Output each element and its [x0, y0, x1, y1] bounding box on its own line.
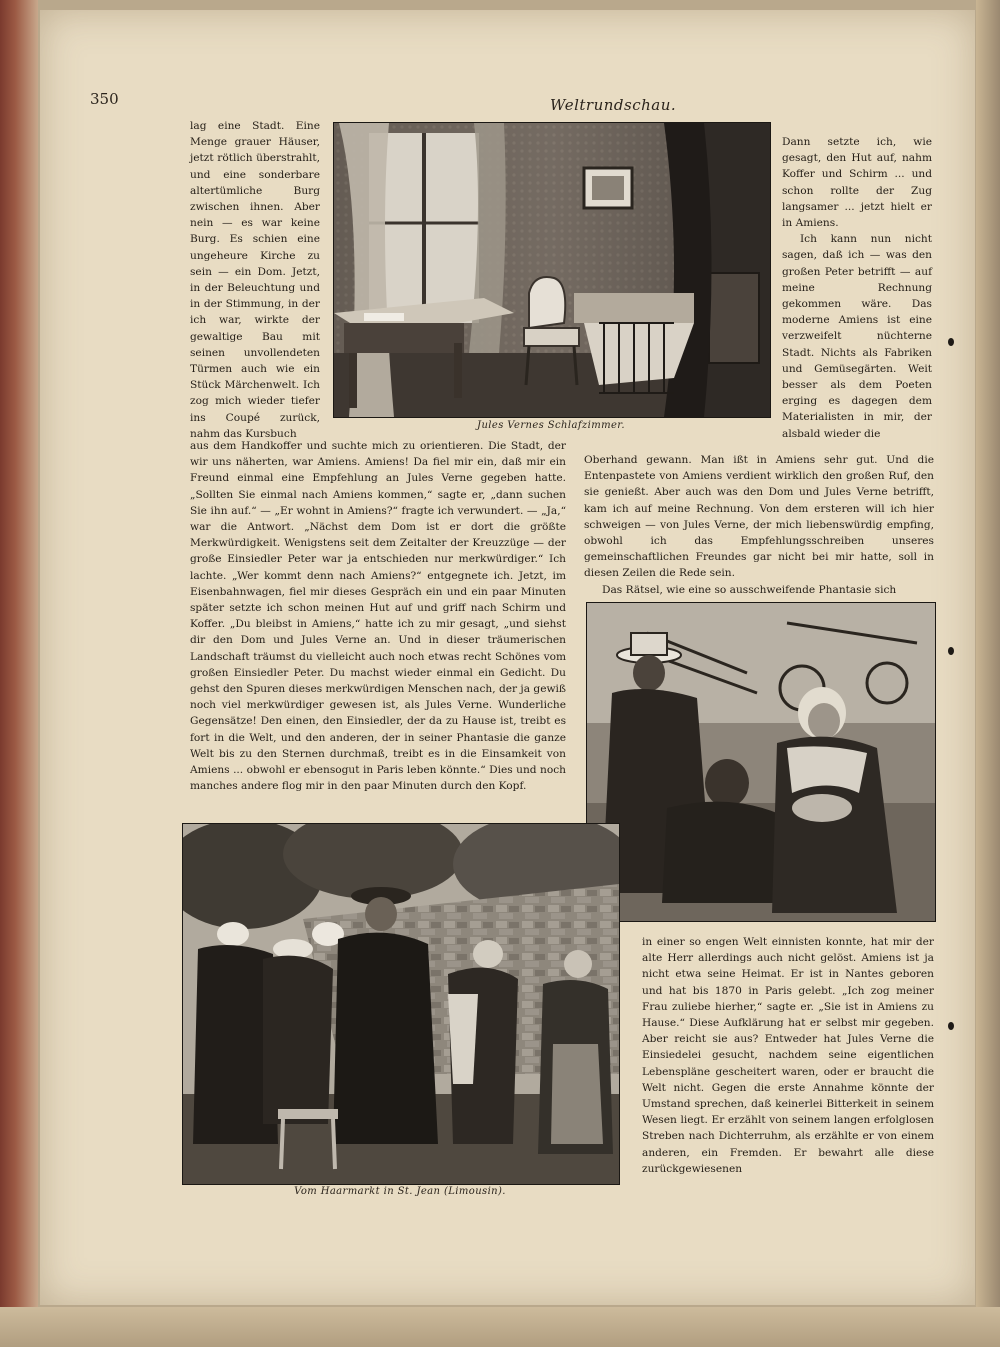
paragraph: lag eine Stadt. Eine Menge grauer Häuser, jetzt rötlich überstrahlt, und eine sonderbare altertümliche Burg zwischen ihnen. Aber nein — es war keine Burg. Es schien eine ungeheure Kirche zu sein — ein Dom. Jetzt, in der Beleuchtung und in der Stimmung, in der ich war, wirkte der gewaltige Bau mit seinen unvollendeten Türmen auch wie ein Stück Märchenwelt. Ich zog mich wieder tiefer ins Coupé zurück, nahm das Kursbuch: [190, 120, 320, 440]
book-spine-edge: [0, 0, 38, 1347]
paragraph: in einer so engen Welt einnisten konnte, hat mir der alte Herr allerdings auch nicht gelöst. Amiens ist ja nicht etwa seine Heimat. Er ist in Nantes geboren und hat bis 1870 in Paris gelebt. „Ich zog meiner Frau zuliebe hierher,“ sagte er. „Sie ist in Amiens zu Hause.“ Diese Aufklärung hat er selbst mir gegeben. Aber reicht sie aus? Entweder hat Jules Verne die Einsiedelei gesucht, nachdem seine eigentlichen Lebenspläne gescheitert waren, oder er braucht die Welt nicht. Gegen die erste Annahme könnte der Umstand sprechen, daß keinerlei Bitterkeit in seinem Wesen liegt. Er erzählt von seinem langen erfolglosen Streben nach Dichterruhm, als erzählte er von einem anderen, ein Fremden. Er bewahrt alle diese zurückgewiesenen: [642, 936, 934, 1175]
bottom-right-text: [642, 934, 934, 1177]
margin-mark: [948, 647, 954, 655]
main-right-text: [584, 452, 934, 598]
bedroom-illustration: [334, 123, 770, 417]
left-column-text: [190, 118, 320, 442]
main-left-text: [190, 438, 566, 794]
bedroom-caption: Jules Vernes Schlafzimmer.: [477, 420, 625, 431]
haircut-illustration: [587, 603, 935, 921]
page-stack-edge: [976, 0, 1000, 1347]
right-top-column-text: [782, 134, 932, 442]
journal-title: Weltrundschau.: [550, 96, 677, 114]
paragraph: Das Rätsel, wie eine so ausschweifende Phantasie sich: [602, 583, 897, 596]
book-page: [40, 10, 975, 1305]
market-illustration: [183, 824, 619, 1184]
margin-mark: [948, 338, 954, 346]
paragraph: Oberhand gewann. Man ißt in Amiens sehr gut. Und die Entenpastete von Amiens verdient wirklich den großen Ruf, den sie genießt. Aber auch was den Dom und Jules Verne betrifft, kam ich auf meine Rechnung. Von dem ersteren will ich hier schweigen — von Jules Verne, der mich liebenswürdig empfing, obwohl ich das Empfehlungsschreiben unseres gemeinschaftlichen Freundes gar nicht bei mir hatte, soll in diesen Zeilen die Rede sein.: [584, 454, 934, 580]
page-number: 350: [90, 90, 119, 108]
paragraph: aus dem Handkoffer und suchte mich zu orientieren. Die Stadt, der wir uns näherten, war Amiens. Amiens! Da fiel mir ein, daß mir ein Freund einmal eine Empfehlung an Jules Verne gegeben hatte. „Sollten Sie einmal nach Amiens kommen,“ sagte er, „dann suchen Sie ihn auf.“ — „Er wohnt in Amiens?“ fragte ich verwundert. — „Ja,“ war die Antwort. „Nächst dem Dom ist er dort die größte Merkwürdigkeit. Wenigstens seit dem Zeitalter der Kreuzzüge — der große Einsiedler Peter war ja entschieden nur merkwürdiger.“ Ich lachte. „Wer kommt denn nach Amiens?“ entgegnete ich. Jetzt, im Eisenbahnwagen, fiel mir dieses Gespräch ein und ein paar Minuten später setzte ich schon meinen Hut auf und griff nach Schirm und Koffer. „Du bleibst in Amiens,“ hatte ich zu mir gesagt, „und siehst dir den Dom und Jules Verne an. Und in dieser träumerischen Landschaft träumst du vielleicht auch noch etwas recht Schönes vom großen Einsiedler Peter. Du machst wieder einmal ein Gedicht. Du gehst den Spuren dieses merkwürdigen Menschen nach, der ja gewiß noch viel merkwürdiger gewesen ist, als Jules Verne. Wunderliche Gegensätze! Den einen, den Einsiedler, der da zu Hause ist, treibt es fort in die Welt, und den anderen, der in seiner Phantasie die ganze Welt bis zu den Sternen durchmaß, treibt es in die Einsamkeit von Amiens ... obwohl er ebensogut in Paris leben könnte.“ Dies und noch manches andere flog mir in den paar Minuten durch den Kopf.: [190, 440, 566, 793]
margin-mark: [948, 1022, 954, 1030]
market-caption: Vom Haarmarkt in St. Jean (Limousin).: [294, 1186, 506, 1197]
page-bottom-edge: [0, 1307, 1000, 1347]
paragraph: Ich kann nun nicht sagen, daß ich — was den großen Peter betrifft — auf meine Rechnung gekommen wäre. Das moderne Amiens ist eine verzweifelt nüchterne Stadt. Nichts als Fabriken und Gemüsegärten. Weit besser als dem Poeten erging es dagegen dem Materialisten in mir, der alsbald wieder die: [782, 233, 932, 440]
paragraph: Dann setzte ich, wie gesagt, den Hut auf, nahm Koffer und Schirm ... und schon rollte der Zug langsamer ... jetzt hielt er in Amiens.: [782, 136, 932, 230]
bedroom-photo: [333, 122, 771, 418]
market-photo: [182, 823, 620, 1185]
haircut-photo: [586, 602, 936, 922]
